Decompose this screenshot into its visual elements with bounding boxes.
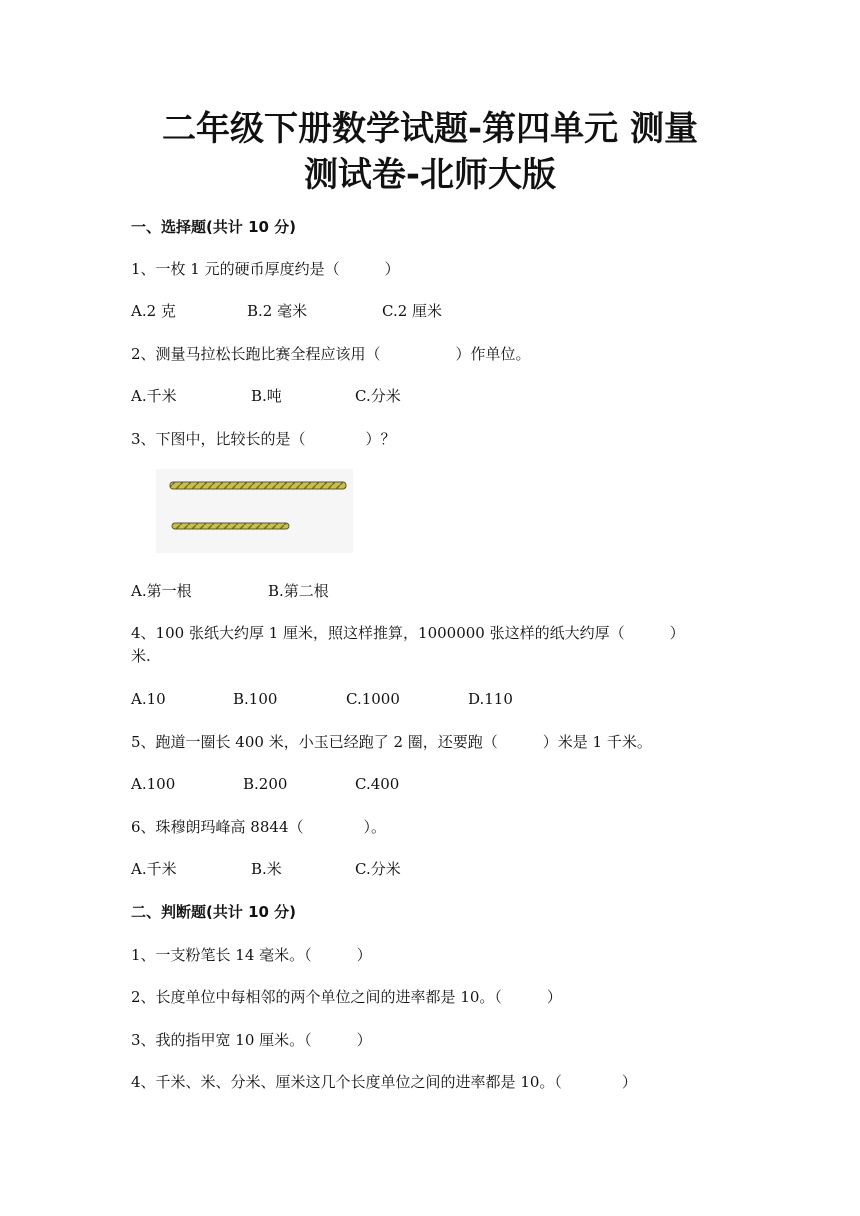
q5-option-c: C.400 bbox=[355, 775, 400, 793]
q4-option-d: D.110 bbox=[468, 690, 513, 708]
q1-option-c: C.2 厘米 bbox=[382, 302, 443, 320]
q2-option-c: C.分米 bbox=[355, 387, 401, 405]
q3-text: 3、下图中，比较长的是（ ）？ bbox=[131, 430, 396, 448]
q6-option-c: C.分米 bbox=[355, 860, 401, 878]
q3-option-a: A.第一根 bbox=[131, 582, 192, 600]
q1-option-a: A.2 克 bbox=[131, 302, 176, 320]
q6-option-a: A.千米 bbox=[131, 860, 177, 878]
section1-heading: 一、选择题(共计 10 分) bbox=[131, 218, 297, 236]
q2-option-a: A.千米 bbox=[131, 387, 177, 405]
rope-second bbox=[172, 523, 289, 529]
page-title-line2: 测试卷-北师大版 bbox=[303, 155, 557, 195]
q5-option-b: B.200 bbox=[243, 775, 288, 793]
q1-text: 1、一枚 1 元的硬币厚度约是（ ） bbox=[131, 260, 400, 278]
q4-option-c: C.1000 bbox=[346, 690, 400, 708]
section2-heading: 二、判断题(共计 10 分) bbox=[131, 903, 297, 921]
q3-option-b: B.第二根 bbox=[268, 582, 329, 600]
rope-first bbox=[170, 482, 346, 489]
q2-option-b: B.吨 bbox=[251, 387, 282, 405]
tf-item-1: 1、一支粉笔长 14 毫米。（ ） bbox=[131, 946, 372, 964]
q1-option-b: B.2 毫米 bbox=[247, 302, 308, 320]
rope-figure bbox=[156, 469, 353, 553]
q6-text: 6、珠穆朗玛峰高 8844（ ）。 bbox=[131, 818, 386, 836]
tf-item-3: 3、我的指甲宽 10 厘米。（ ） bbox=[131, 1031, 372, 1049]
q6-option-b: B.米 bbox=[251, 860, 282, 878]
q4-option-a: A.10 bbox=[131, 690, 166, 708]
q4-text: 4、100 张纸大约厚 1 厘米，照这样推算，1000000 张这样的纸大约厚（ ） bbox=[131, 624, 685, 642]
q4-text-cont: 米. bbox=[131, 647, 151, 665]
q5-text: 5、跑道一圈长 400 米，小玉已经跑了 2 圈，还要跑（ ）米是 1 千米。 bbox=[131, 733, 652, 751]
page-title-line1: 二年级下册数学试题-第四单元 测量 bbox=[162, 109, 698, 149]
tf-item-4: 4、千米、米、分米、厘米这几个长度单位之间的进率都是 10。（ ） bbox=[131, 1073, 637, 1091]
q5-option-a: A.100 bbox=[131, 775, 176, 793]
q4-option-b: B.100 bbox=[233, 690, 278, 708]
tf-item-2: 2、长度单位中每相邻的两个单位之间的进率都是 10。（ ） bbox=[131, 988, 562, 1006]
q2-text: 2、测量马拉松长跑比赛全程应该用（ ）作单位。 bbox=[131, 345, 531, 363]
